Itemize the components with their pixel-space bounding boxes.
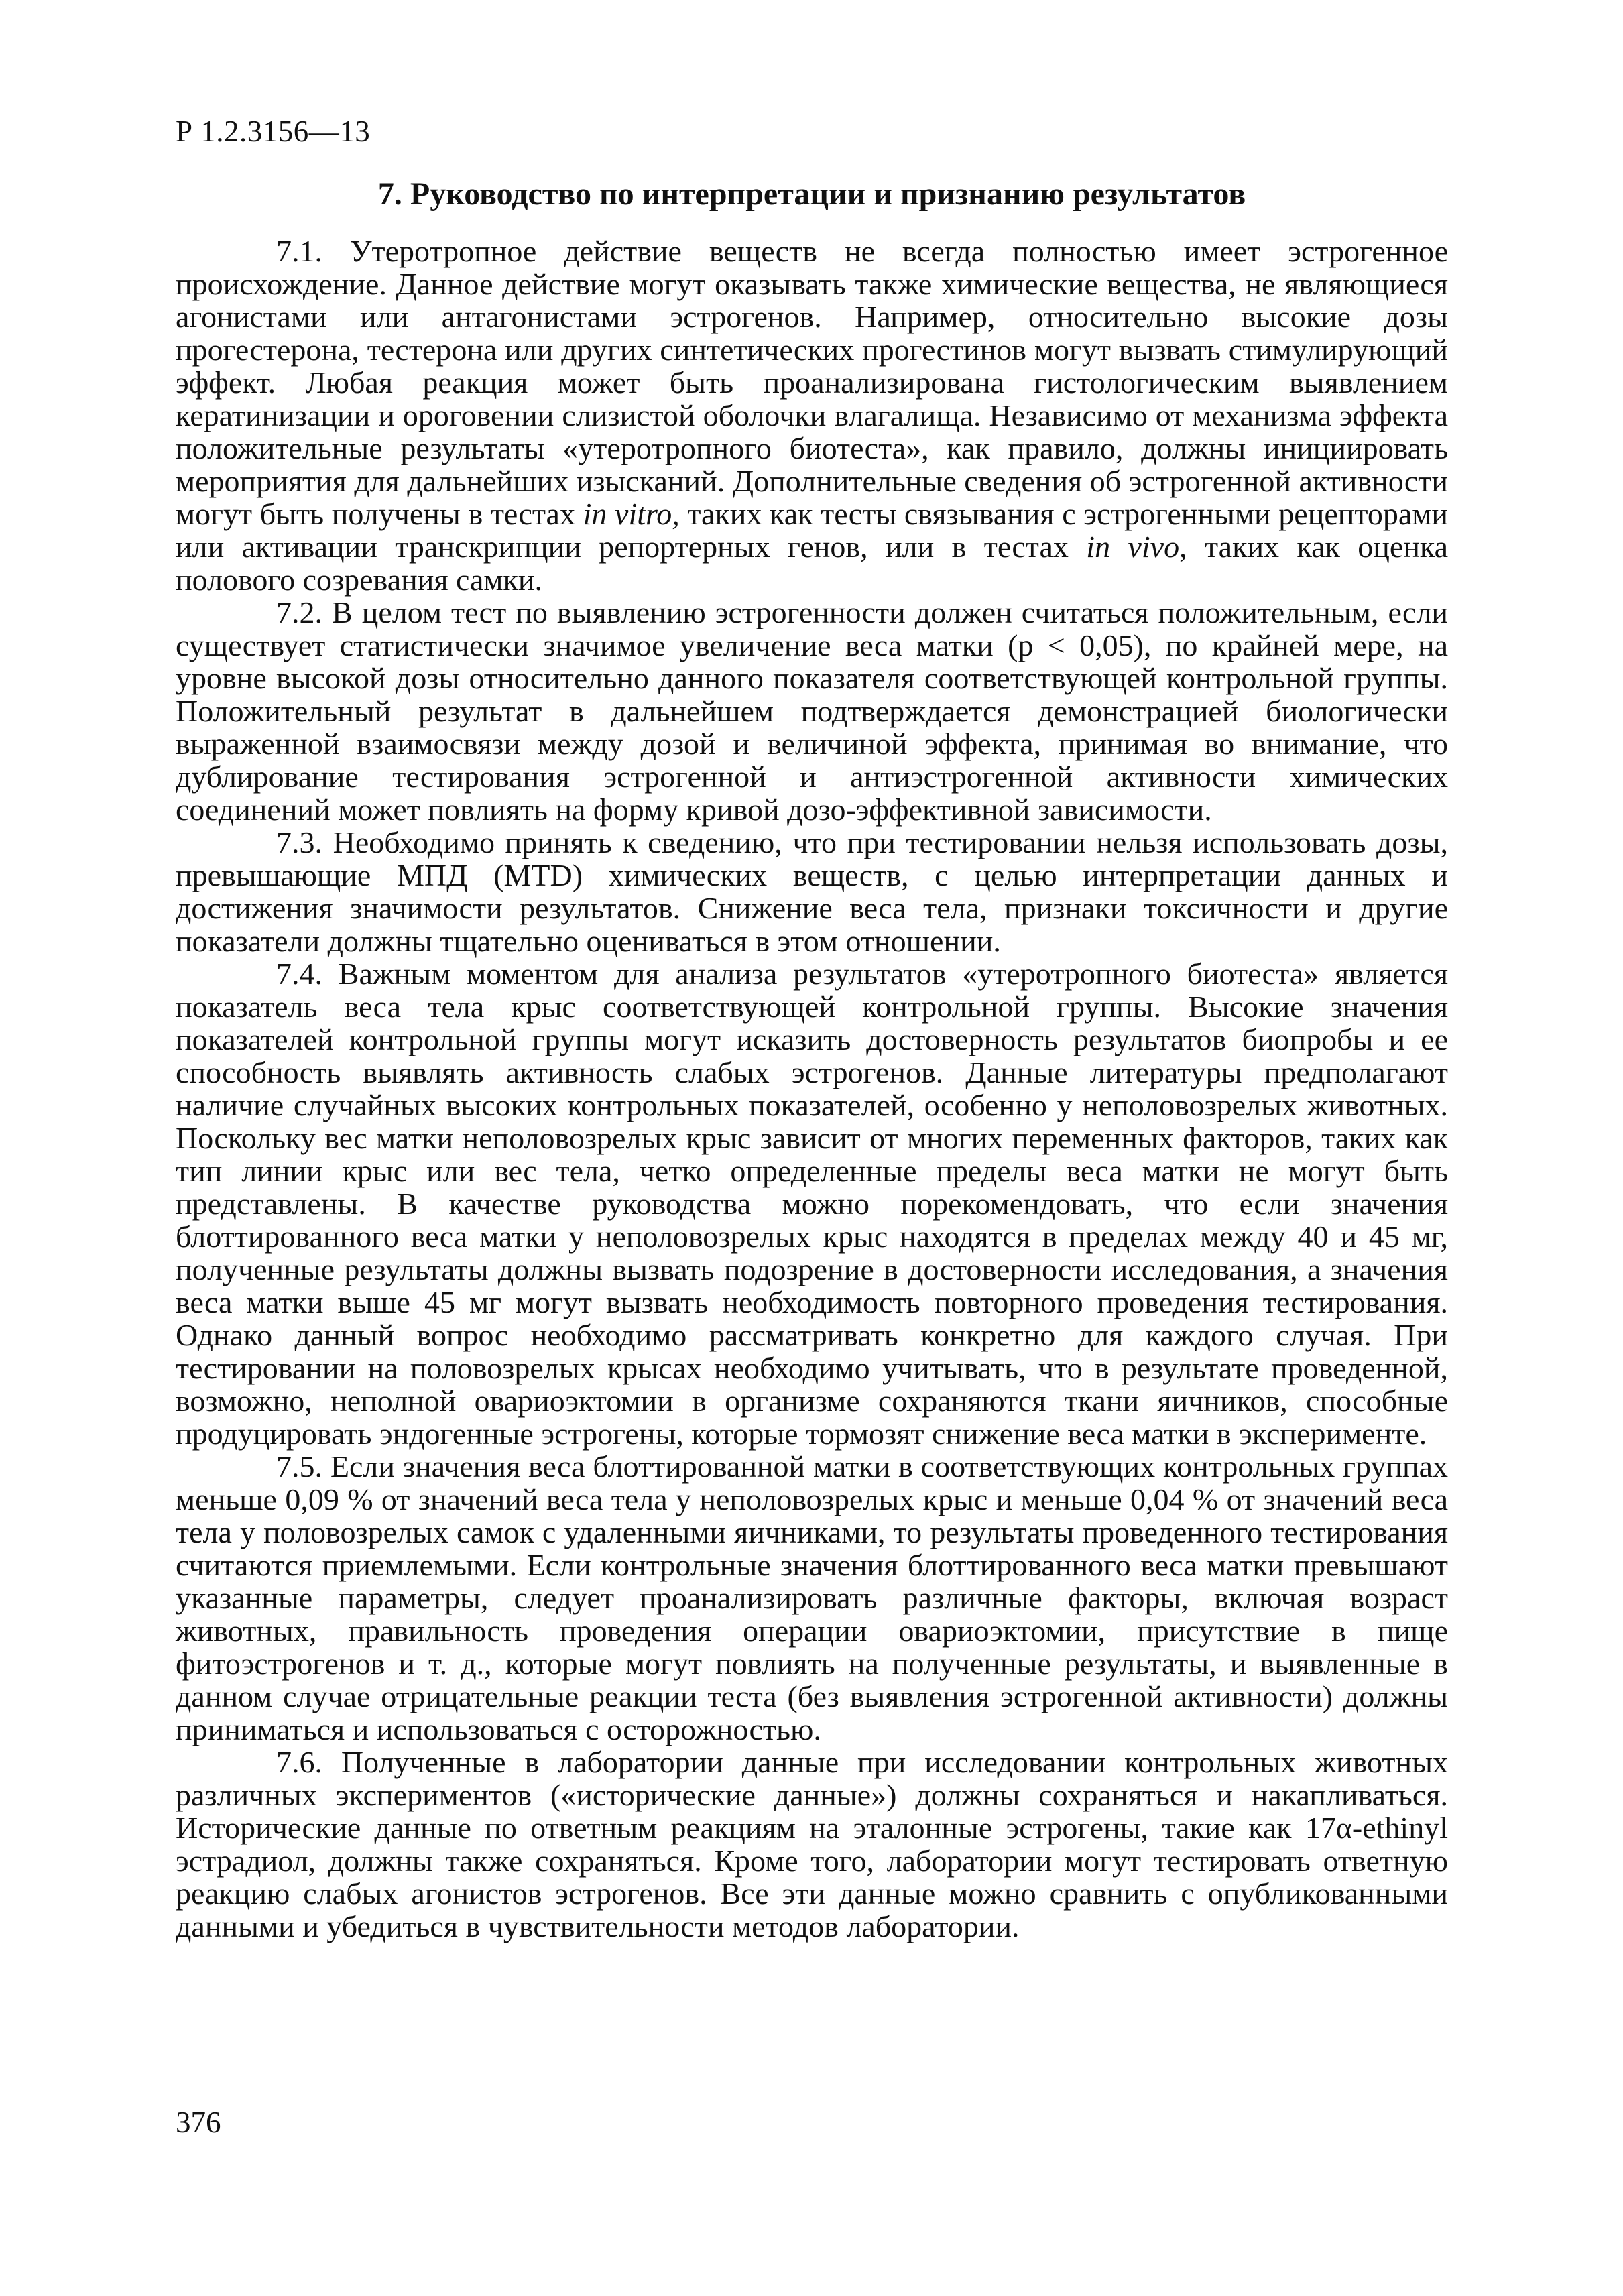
paragraph-7-4: 7.4. Важным моментом для анализа результатов «утеротропного биотеста» является показатель веса тела крыс соответствующей контрольной группы. Высокие значения показателей контрольной группы могут исказить достоверность результатов биопробы и ее способность выявлять активность слабых эстрогенов. Данные литературы предполагают наличие случайных высоких контрольных показателей, особенно у неполовозрелых животных. Поскольку вес матки неполовозрелых крыс зависит от многих переменных факторов, таких как тип линии крыс или вес тела, четко определенные пределы веса матки не могут быть представлены. В качестве руководства можно порекомендовать, что если значения блоттированного веса матки у неполовозрелых крыс находятся в пределах между 40 и 45 мг, полученные результаты должны вызвать подозрение в достоверности исследования, а значения веса матки выше 45 мг могут вызвать необходимость повторного проведения тестирования. Однако данный вопрос необходимо рассматривать конкретно для каждого случая. При тестировании на половозрелых крысах необходимо учитывать, что в результате проведенной, возможно, неполной овариоэктомии в организме сохраняются ткани яичников, способные продуцировать эндогенные эстрогены, которые тормозят снижение веса матки в эксперименте.	[176, 957, 1448, 1451]
paragraph-7-1-part-c: таких как тесты связывания с эстрогенными рецепторами или активации транскрипции репортерных генов, или в тестах	[176, 497, 1448, 564]
paragraph-7-2: 7.2. В целом тест по выявлению эстрогенности должен считаться положительным, если существует статистически значимое увеличение веса матки (p < 0,05), по крайней мере, на уровне высокой дозы относительно данного показателя соответствующей контрольной группы. Положительный результат в дальнейшем подтверждается демонстрацией биологически выраженной взаимосвязи между дозой и величиной эффекта, принимая во внимание, что дублирование тестирования эстрогенной и антиэстрогенной активности химических соединений может повлиять на форму кривой дозо-эффективной зависимости.	[176, 595, 1448, 827]
paragraph-7-6: 7.6. Полученные в лаборатории данные при исследовании контрольных животных различных экспериментов («исторические данные») должны сохраняться и накапливаться. Исторические данные по ответным реакциям на эталонные эстрогены, такие как 17α-ethinyl эстрадиол, должны также сохраняться. Кроме того, лаборатории могут тестировать ответную реакцию слабых агонистов эстрогенов. Все эти данные можно сравнить с опубликованными данными и убедиться в чувствительности методов лаборатории.	[176, 1745, 1448, 1943]
section-title: 7. Руководство по интерпретации и признанию результатов	[377, 176, 1246, 212]
paragraph-7-3: 7.3. Необходимо принять к сведению, что при тестировании нельзя использовать дозы, превышающие МПД (MTD) химических веществ, с целью интерпретации данных и достижения значимости результатов. Снижение веса тела, признаки токсичности и другие показатели должны тщательно оцениваться в этом отношении.	[176, 825, 1448, 958]
paragraph-7-5: 7.5. Если значения веса блоттированной матки в соответствующих контрольных группах меньше 0,09 % от значений веса тела у неполовозрелых крыс и меньше 0,04 % от значений веса тела у половозрелых самок с удаленными яичниками, то результаты проведенного тестирования считаются приемлемыми. Если контрольные значения блоттированного веса матки превышают указанные параметры, следует проанализировать различные факторы, включая возраст животных, правильность проведения операции овариоэктомии, присутствие в пище фитоэстрогенов и т. д., которые могут повлиять на полученные результаты, и выявленные в данном случае отрицательные реакции теста (без выявления эстрогенной активности) должны приниматься и использоваться с осторожностью.	[176, 1449, 1448, 1746]
paragraph-7-1-part-a: 7.1. Утеротропное действие веществ не всегда полностью имеет эстрогенное происхождение. Данное действие могут оказывать также химические вещества, не являющиеся агонистами или антагонистами эстрогенов. Например, относительно высокие дозы прогестерона, тестерона или других синтетических прогестинов могут вызвать стимулирующий эффект. Любая реакция может быть проанализирована гистологическим выявлением кератинизации и ороговении слизистой оболочки влагалища. Независимо от механизма эффекта положительные результаты «утеротропного биотеста», как правило, должны инициировать мероприятия для дальнейших изысканий. Дополнительные сведения об эстрогенной активности могут быть получены в тестах	[176, 234, 1448, 531]
document-code: Р 1.2.3156—13	[176, 115, 371, 148]
term-in-vitro: in vitro,	[583, 497, 680, 531]
body-text	[176, 235, 1448, 1943]
paragraph-7-1-part-e: , таких как оценка полового созревания самки.	[176, 530, 1449, 597]
paragraph-7-1	[176, 235, 1448, 596]
term-in-vivo: in vivo	[1086, 530, 1180, 564]
page-number: 376	[176, 2106, 221, 2139]
